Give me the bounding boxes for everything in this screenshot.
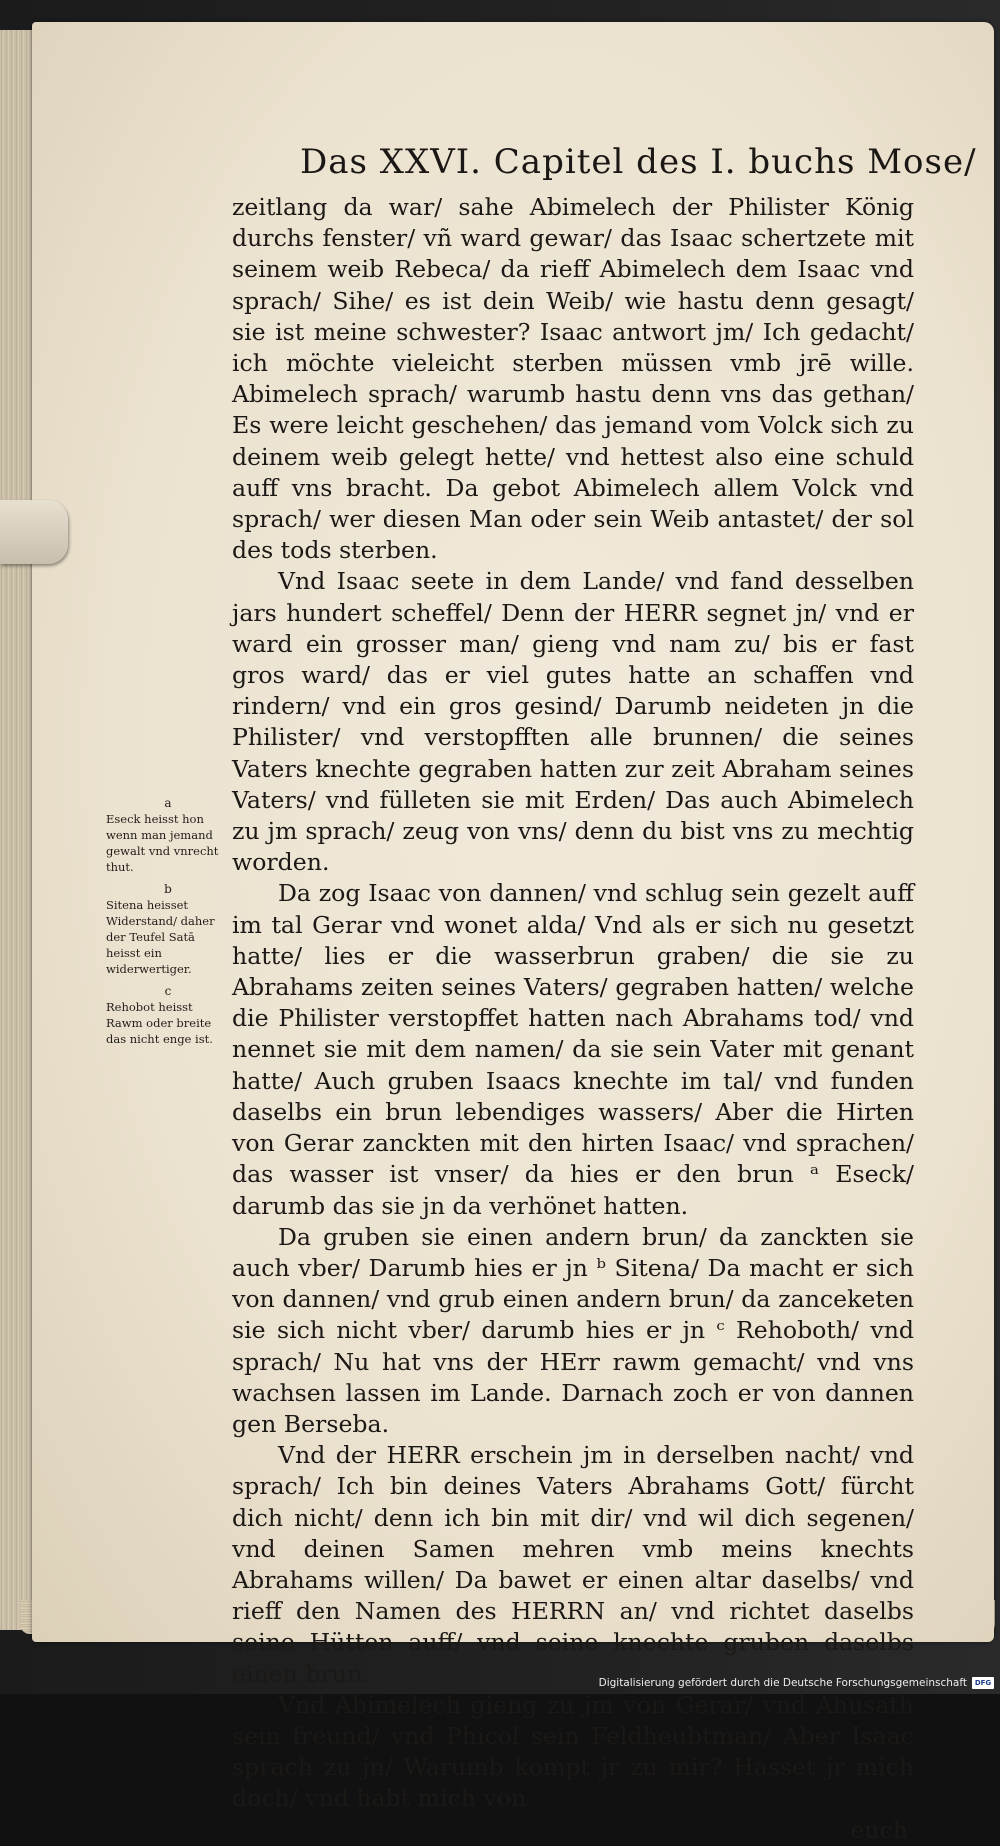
sidenote-b [106,881,230,977]
sidenote-text: Sitena heisset Widerstand/ daher der Teufel Satā heisst ein widerwertiger. [106,898,215,976]
dfg-logo-icon: DFG [972,1677,994,1689]
paragraph: Da zog Isaac von dannen/ vnd schlug sein gezelt auff im tal Gerar vnd wonet alda/ Vnd als er sich nu gesetzt hatte/ lies er die wasserbrun graben/ die sie zu Abrahams zeiten seines Vaters/ gegraben hatten/ welche die Philister verstopffet hatten nach Abrahams tod/ vnd nennet sie mit dem namen/ da sie sein Vater mit genant hatte/ Auch gruben Isaacs knechte im tal/ vnd funden daselbs ein brun lebendiges wassers/ Aber die Hirten von Gerar zanckten mit den hirten Isaac/ vnd sprachen/ das wasser ist vnser/ da hies er den brun ᵃ Eseck/ darumb das sie jn da verhönet hatten. [232,879,914,1220]
paragraph: Da gruben sie einen andern brun/ da zanckten sie auch vber/ Darumb hies er jn ᵇ Sitena/ Da macht er sich von dannen/ vnd grub einen andern brun/ da zanceketen sie sich nicht vber/ darumb hies er jn ᶜ Rehoboth/ vnd sprach/ Nu hat vns der HErr rawm gemacht/ vnd vns wachsen lassen im Lande. Darnach zoch er von dannen gen Berseba. [232,1222,914,1438]
running-head: Das XXVI. Capitel des I. buchs Mose/ [300,142,977,182]
sidenote-c [106,983,230,1047]
paragraph: zeitlang da war/ sahe Abimelech der Philister König durchs fenster/ vñ ward gewar/ das Isaac schertzete mit seinem weib Rebeca/ da rieff Abimelech dem Isaac vnd sprach/ Sihe/ es ist dein Weib/ wie hastu denn gesagt/ sie ist meine schwester? Isaac antwort jm/ Ich gedacht/ ich möchte vieleicht sterben müssen vmb jrē wille. Abimelech sprach/ warumb hastu denn vns das gethan/ Es were leicht geschehen/ das jemand vom Volck sich zu deinem weib gelegt hette/ vnd hettest also eine schuld auff vns bracht. Da gebot Abimelech allem Volck vnd sprach/ wer diesen Man oder sein Weib antastet/ der sol des tods sterben. [232,193,914,565]
sidenote-mark: b [164,882,172,896]
digitization-footer [599,1674,994,1692]
paragraph: Vnd Abimelech gieng zu jm von Gerar/ vnd Ahusath sein freund/ vnd Phicol sein Feldheubtman/ Aber Isaac sprach zu jn/ Warumb kompt jr zu mir? Hasset jr mich doch/ vnd habt mich von [232,1690,914,1813]
catchword: euch [850,1815,908,1844]
footer-credit: Digitalisierung gefördert durch die Deutsche Forschungsgemeinschaft [598,1677,967,1689]
sidenote-mark: a [164,796,172,810]
sidenote-text: Rehobot heisst Rawm oder breite das nicht enge ist. [106,1000,213,1046]
paragraph: Vnd der HERR erschein jm in derselben nacht/ vnd sprach/ Ich bin deines Vaters Abrahams Gott/ fürcht dich nicht/ denn ich bin mit dir/ vnd wil dich segenen/ vnd deinen Samen mehren vmb meins knechts Abrahams willen/ Da bawet er einen altar daselbs/ vnd rieff den Namen des HERRN an/ vnd richtet daselbs seine Hütten auff/ vnd seine knechte gruben daselbs einen brun. [232,1441,914,1688]
bookmark-tab [0,500,68,564]
paragraph: Vnd Isaac seete in dem Lande/ vnd fand desselben jars hundert scheffel/ Denn der HERR segnet jn/ vnd er ward ein grosser man/ gieng vnd nam zu/ bis er fast gros ward/ das er viel gutes hatte an schaffen vnd rindern/ vnd ein gros gesind/ Darumb neideten jn die Philister/ vnd verstopfften alle brunnen/ die seines Vaters knechte gegraben hatten zur zeit Abraham seines Vaters/ vnd fülleten sie mit Erden/ Das auch Abimelech zu jm sprach/ zeug von vns/ denn du bist vns zu mechtig worden. [232,567,914,877]
main-text-column [232,192,914,1846]
marginal-notes [106,795,230,1053]
sidenote-mark: c [164,984,172,998]
sidenote-text: Eseck heisst hon wenn man jemand gewalt vnd vnrecht thut. [106,812,219,874]
sidenote-a [106,795,230,875]
